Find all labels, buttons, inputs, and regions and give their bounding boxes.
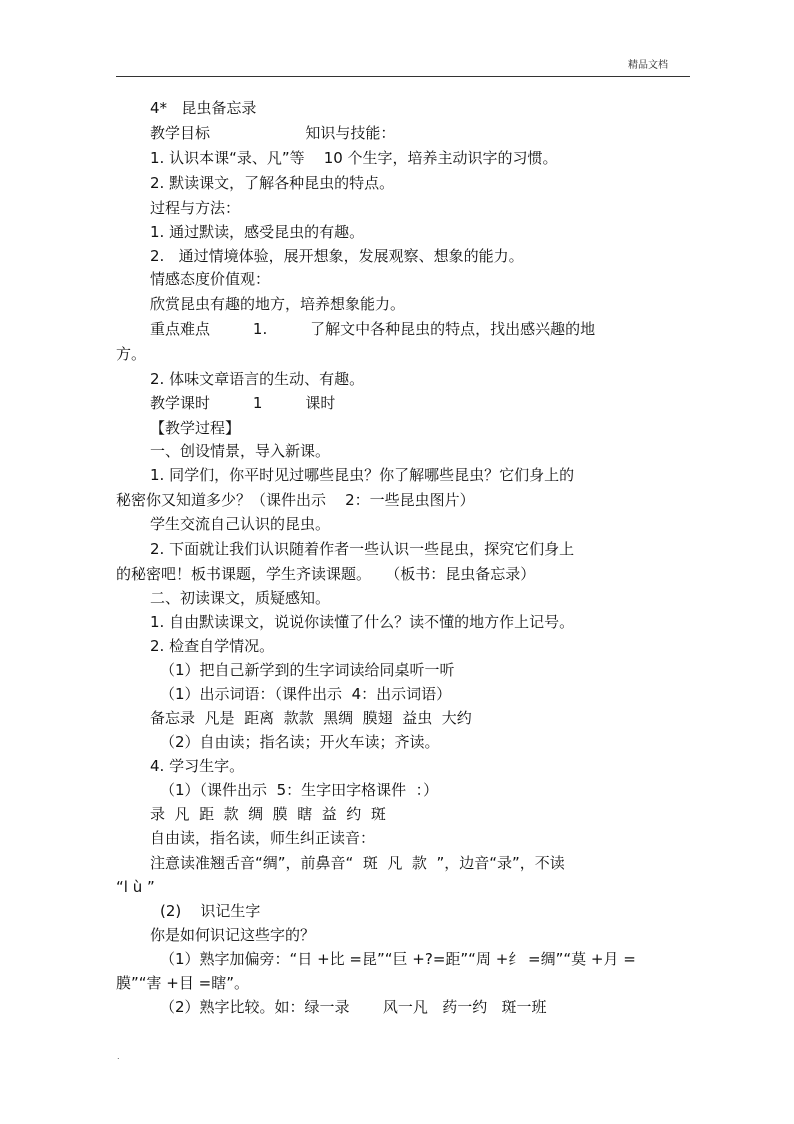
text-line: 方。 (116, 345, 147, 363)
footer-dot: . (117, 1052, 120, 1061)
text-line: 【教学过程】 (150, 419, 241, 437)
text-line: (2) 识记生字 (160, 902, 261, 920)
text-line: （1）把自己新学到的生字词读给同桌听一听 (160, 661, 455, 679)
text-line: 学生交流自己认识的昆虫。 (150, 515, 331, 533)
text-line: 2. 通过情境体验，展开想象，发展观察、想象的能力。 (150, 247, 524, 265)
text-line: 2. 默读课文，了解各种昆虫的特点。 (150, 174, 395, 192)
text-line: 欣赏昆虫有趣的地方，培养想象能力。 (150, 295, 406, 313)
header-label: 精品文档 (628, 60, 668, 71)
text-line: 2. 下面就让我们认识随着作者一些认识一些昆虫，探究它们身上 (150, 540, 575, 558)
text-line: 一、创设情景，导入新课。 (150, 442, 331, 460)
text-line: （1）（课件出示 5：生字田字格课件 ：） (160, 781, 439, 799)
text-line: 二、初读课文，质疑感知。 (150, 589, 331, 607)
text-line: 录 凡 距 款 绸 膜 瞎 益 约 斑 (150, 805, 386, 823)
text-line: 2. 体味文章语言的生动、有趣。 (150, 370, 365, 388)
text-line: 膜”“害 +目 =瞎”。 (116, 974, 249, 992)
text-line: （2）熟字比较。如：绿一录 风一凡 药一约 斑一班 (160, 998, 547, 1016)
text-line: 4* 昆虫备忘录 (150, 99, 257, 117)
text-line: 教学目标 知识与技能： (150, 124, 396, 142)
text-line: 过程与方法： (150, 199, 241, 217)
text-line: 1. 认识本课“录、凡”等 10 个生字，培养主动识字的习惯。 (150, 149, 558, 167)
text-line: “l ù ” (116, 878, 155, 896)
text-line: 1. 同学们，你平时见过哪些昆虫？你了解哪些昆虫？它们身上的 (150, 466, 575, 484)
text-line: 教学课时 1 课时 (150, 394, 336, 412)
text-line: 你是如何识记这些字的？ (150, 926, 316, 944)
text-line: 1. 通过默读，感受昆虫的有趣。 (150, 223, 365, 241)
text-line: 秘密你又知道多少？（课件出示 2：一些昆虫图片） (116, 491, 475, 509)
text-line: 备忘录 凡是 距离 款款 黑绸 膜翅 益虫 大约 (150, 709, 472, 727)
text-line: 情感态度价值观： (150, 270, 271, 288)
text-line: 的秘密吧！板书课题，学生齐读课题。 （板书：昆虫备忘录） (116, 565, 536, 583)
text-line: 2. 检查自学情况。 (150, 637, 275, 655)
header-rule (116, 76, 690, 77)
text-line: （1）出示词语：（课件出示 4：出示词语） (160, 685, 452, 703)
text-line: 4. 学习生字。 (150, 757, 245, 775)
text-line: 重点难点 1. 了解文中各种昆虫的特点，找出感兴趣的地 (150, 320, 596, 338)
text-line: 1. 自由默读课文，说说你读懂了什么？读不懂的地方作上记号。 (150, 613, 575, 631)
text-line: 自由读，指名读，师生纠正读音： (150, 829, 376, 847)
text-line: （2）自由读；指名读；开火车读；齐读。 (160, 733, 440, 751)
text-line: 注意读准翘舌音“绸”，前鼻音“ 斑 凡 款 ”，边音“录”，不读 (150, 854, 565, 872)
text-line: （1）熟字加偏旁：“日 +比 =昆”“巨 +?=距”“周 +纟 =绸”“莫 +月 = (160, 950, 636, 968)
